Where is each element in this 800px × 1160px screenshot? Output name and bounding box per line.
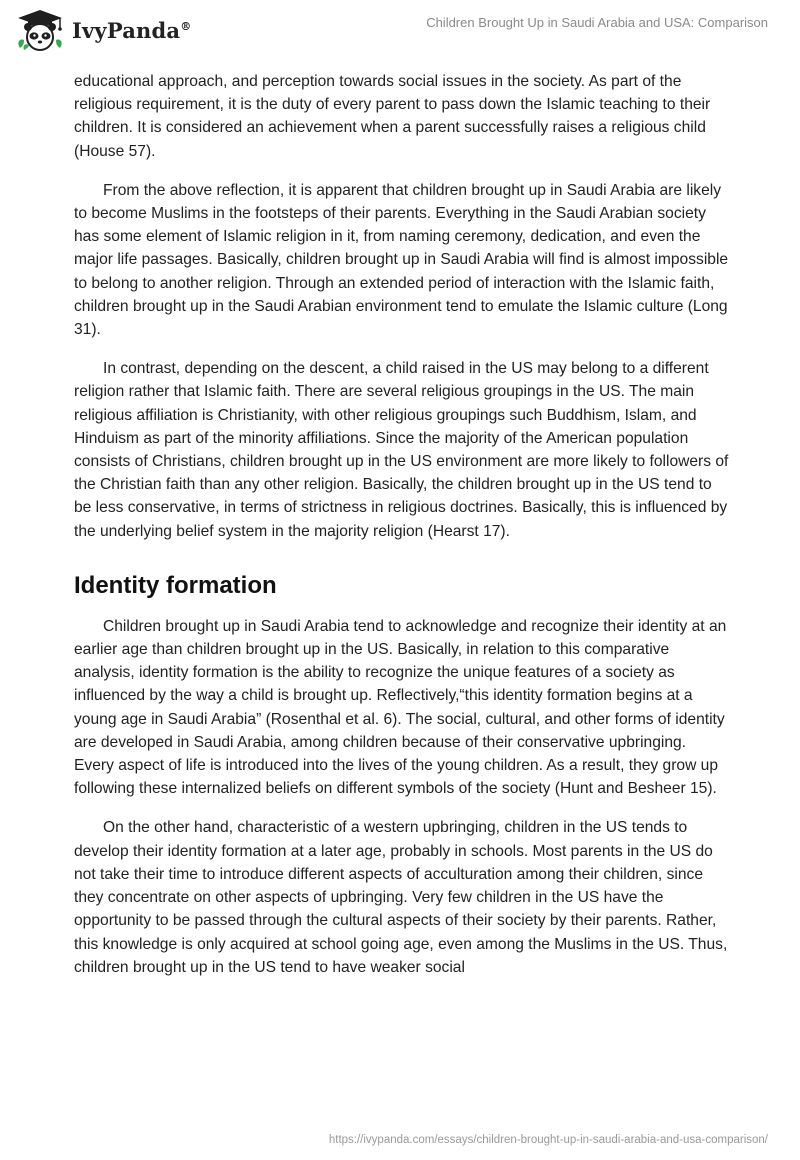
paragraph-3: In contrast, depending on the descent, a child raised in the US may belong to a different religion rather that Islamic faith. There are several religious groupings in the US. The main religious affiliation is Christianity, with other religious groupings such Buddhism, Islam, and Hinduism as part of the minority affiliations. Since the majority of the American population consists of Christians, children brought up in the US environment are more likely to followers of the Christian faith than any other religion. Basically, the children brought up in the US tend to be less conservative, in terms of strictness in religious doctrines. Basically, this is influenced by the underlying belief system in the majority religion (Hearst 17). — [74, 360, 729, 540]
paragraph-4: Children brought up in Saudi Arabia tend to acknowledge and recognize their identity at an earlier age than children brought up in the US. Basically, in relation to this comparative analysis, identity formation is the ability to recognize the unique features of a society as influenced by the way a child is brought up. Reflectively,“this identity formation begins at a young age in Saudi Arabia” (Rosenthal et al. 6). The social, cultural, and other forms of identity are developed in Saudi Arabia, among children because of their conservative upbringing. Every aspect of life is introduced into the lives of the young children. As a result, they grow up following these internalized beliefs on different symbols of the society (Hunt and Besheer 15). — [74, 617, 727, 798]
document-title: Children Brought Up in Saudi Arabia and USA: Comparison — [426, 15, 768, 30]
ivypanda-logo[interactable] — [14, 8, 191, 52]
brand-name: IvyPanda® — [72, 17, 192, 43]
source-url[interactable]: https://ivypanda.com/essays/children-brought-up-in-saudi-arabia-and-usa-comparison/ — [328, 1134, 768, 1146]
essay-body — [74, 70, 730, 995]
section-heading: Identity formation — [74, 571, 277, 599]
panda-graduate-icon — [14, 8, 66, 52]
paragraph-2: From the above reflection, it is apparent that children brought up in Saudi Arabia are likely to become Muslims in the footsteps of their parents. Everything in the Saudi Arabian society has some element of Islamic religion in it, from naming ceremony, dedication, and even the major life passages. Basically, children brought up in Saudi Arabia will find is almost impossible to belong to another religion. Through an extended period of interaction with the Islamic faith, children brought up in the Saudi Arabian environment tend to emulate the Islamic culture (Long 31). — [74, 181, 729, 339]
paragraph-1: educational approach, and perception towards social issues in the society. As part of the religious requirement, it is the duty of every parent to pass down the Islamic teaching to their children. It is considered an achievement when a parent successfully raises a religious child (House 57). — [74, 73, 711, 160]
page-header — [0, 0, 800, 70]
paragraph-5: On the other hand, characteristic of a western upbringing, children in the US tends to develop their identity formation at a later age, probably in schools. Most parents in the US do not take their time to introduce different aspects of acculturation among their children, since they concentrate on other aspects of upbringing. Very few children in the US have the opportunity to be passed through the cultural aspects of their society by their parents. Rather, this knowledge is only acquired at school going age, even among the Muslims in the US. Thus, children brought up in the US tend to have weaker social — [74, 819, 728, 976]
